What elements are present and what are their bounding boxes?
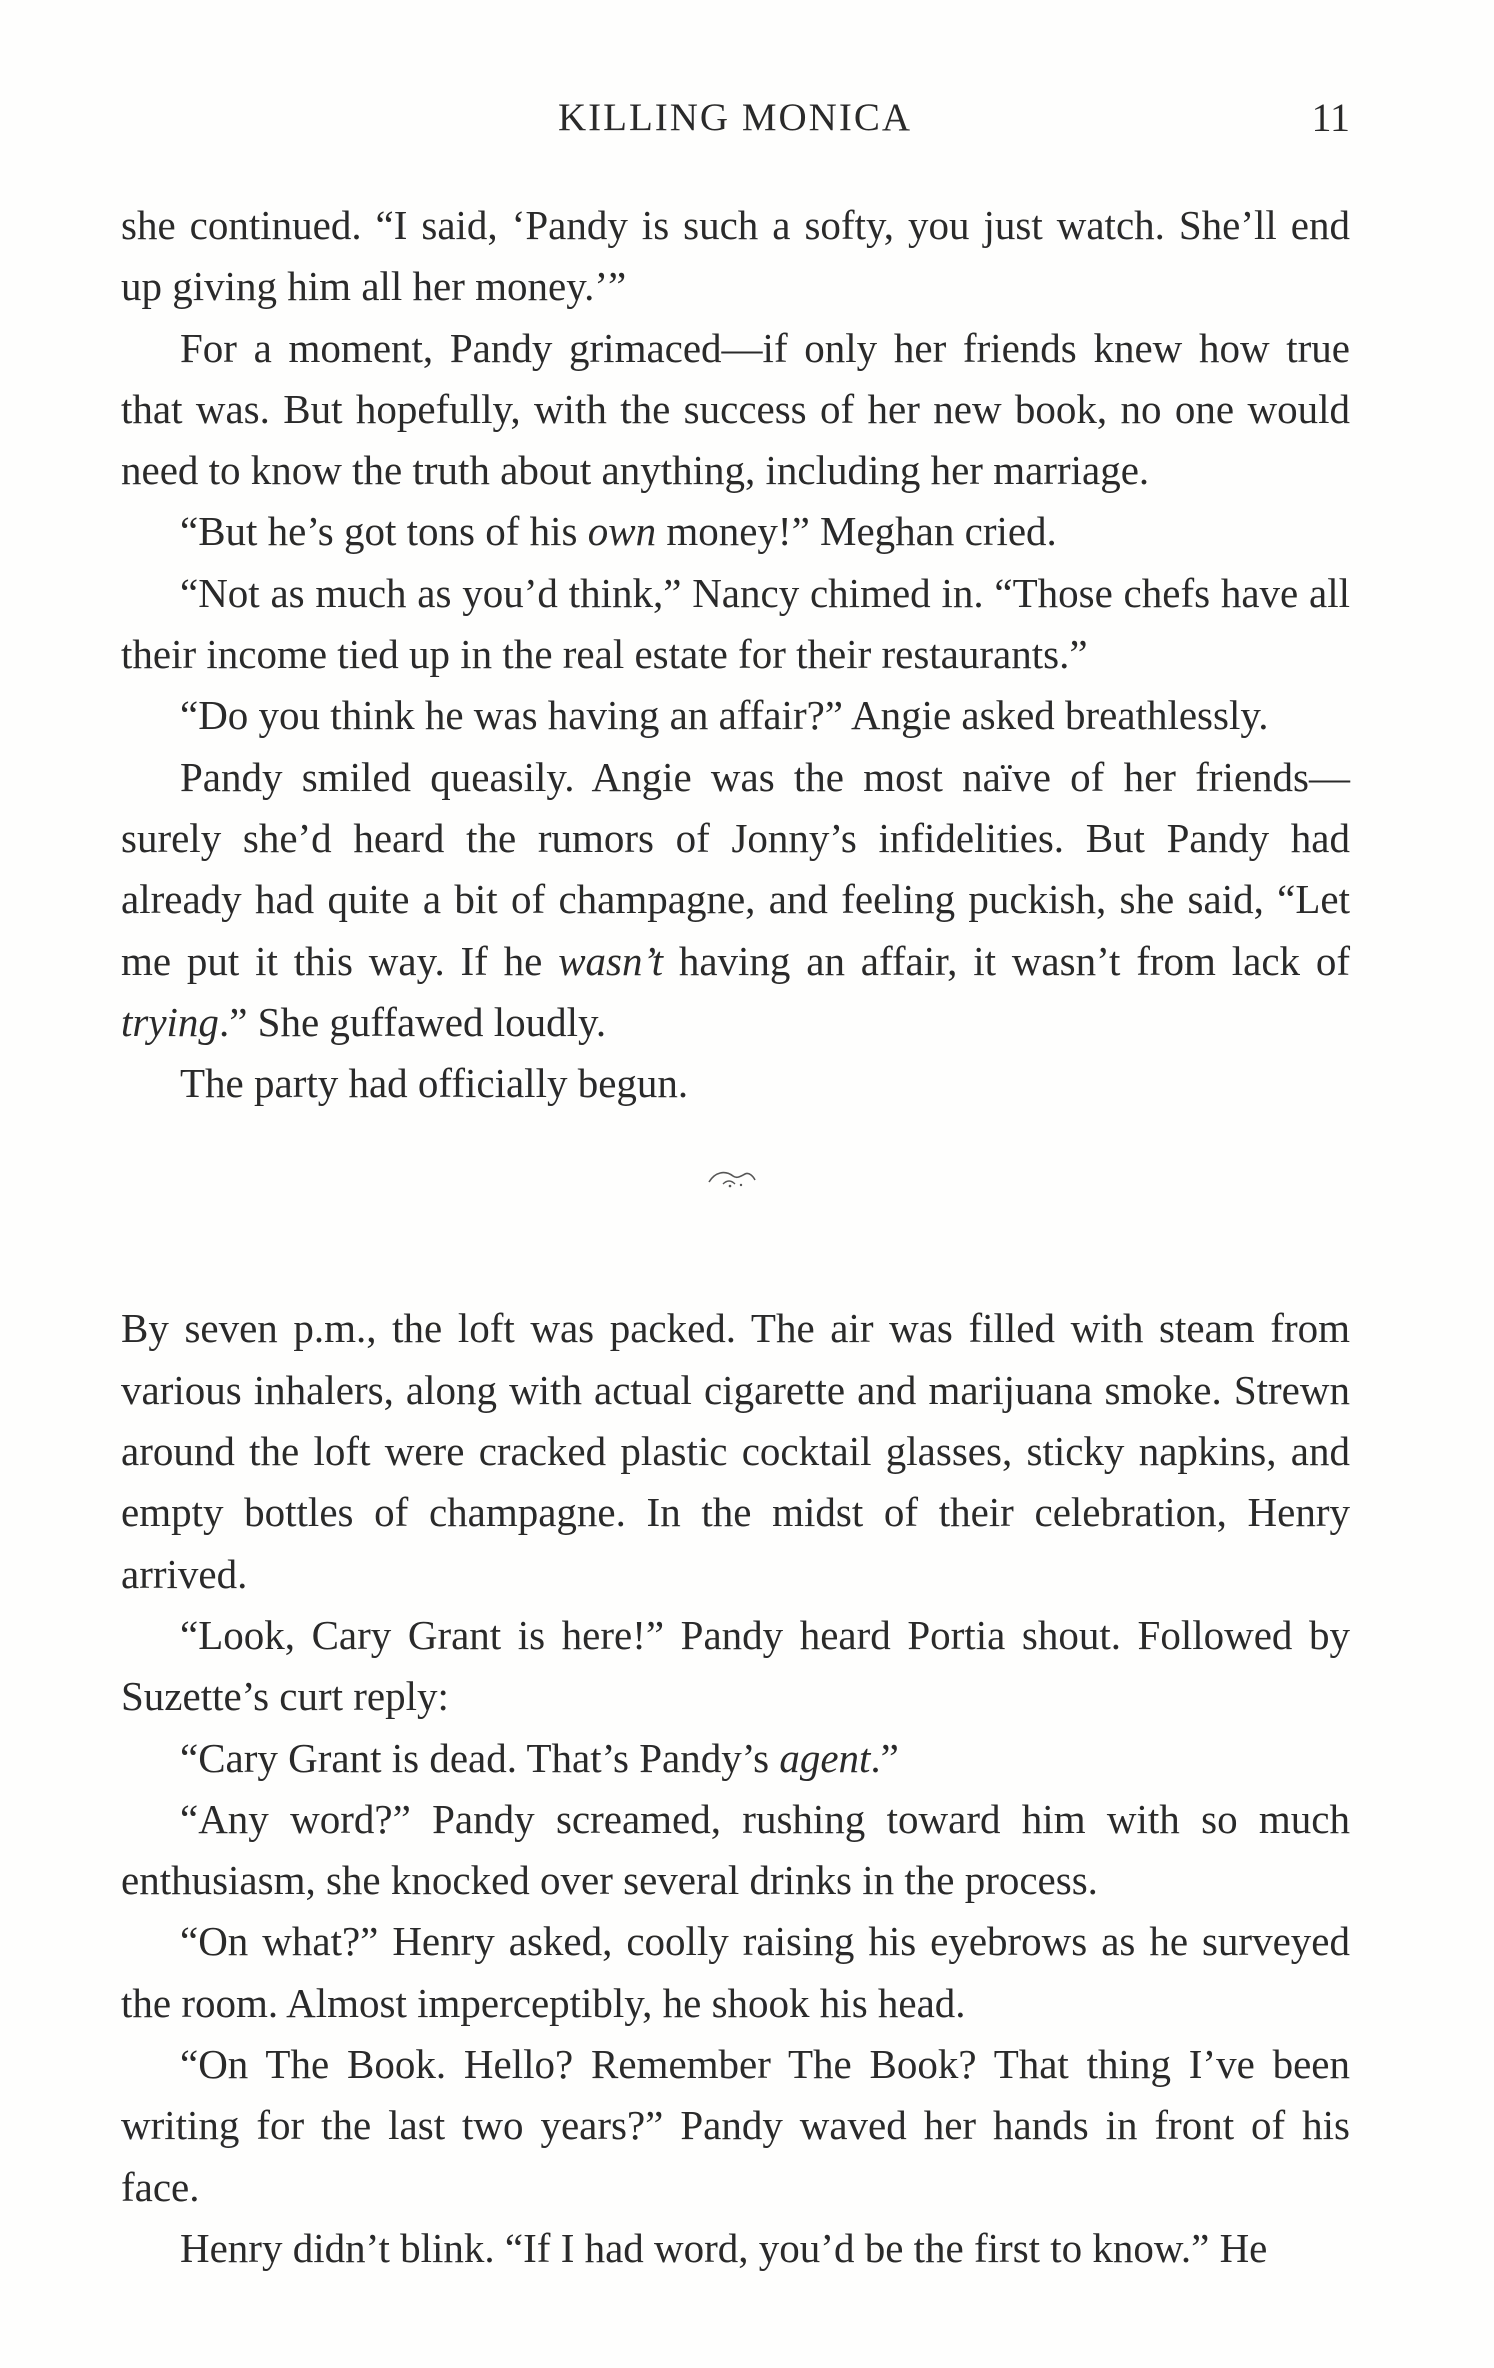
body-text	[121, 195, 1350, 2279]
page-number: 11	[1311, 95, 1350, 140]
paragraph: Pandy smiled queasily. Angie was the most naïve of her friends—surely she’d heard the rumors of Jonny’s infidelities. But Pandy had already had quite a bit of champagne, and feeling puckish, she said, “Let me put it this way. If he wasn’t having an affair, it wasn’t from lack of trying.” She guffawed loudly.	[121, 753, 1350, 1045]
paragraph: “On what?” Henry asked, coolly raising his eyebrows as he surveyed the room. Almost imperceptibly, he shook his head.	[121, 1918, 1350, 2026]
paragraph: she continued. “I said, ‘Pandy is such a softy, you just watch. She’ll end up giving him all her money.’”	[121, 202, 1350, 310]
section-break	[121, 1114, 1350, 1298]
ornament-icon	[701, 1166, 761, 1190]
paragraph: “Not as much as you’d think,” Nancy chimed in. “Those chefs have all their income tied up in the real estate for their restaurants.”	[121, 569, 1350, 678]
paragraph: For a moment, Pandy grimaced—if only her friends knew how true that was. But hopefully, with the success of her new book, no one would need to know the truth about anything, including her marriage.	[121, 324, 1350, 494]
paragraph: “Cary Grant is dead. That’s Pandy’s agent.”	[180, 1734, 899, 1781]
paragraph: “On The Book. Hello? Remember The Book? That thing I’ve been writing for the last two years?” Pandy waved her hands in front of his face.	[121, 2041, 1350, 2210]
book-title: KILLING MONICA	[557, 96, 913, 139]
running-head	[120, 88, 1350, 148]
paragraph: “But he’s got tons of his own money!” Meghan cried.	[180, 508, 1057, 555]
paragraph: By seven p.m., the loft was packed. The air was filled with steam from various inhalers, along with actual cigarette and marijuana smoke. Strewn around the loft were cracked plastic cocktail glasses, sticky napkins, and empty bottles of champagne. In the midst of their celebration, Henry arrived.	[121, 1305, 1350, 1597]
paragraph: “Look, Cary Grant is here!” Pandy heard Portia shout. Followed by Suzette’s curt reply:	[121, 1611, 1350, 1720]
paragraph: “Do you think he was having an affair?” Angie asked breathlessly.	[180, 692, 1269, 739]
paragraph: Henry didn’t blink. “If I had word, you’d be the first to know.” He	[180, 2224, 1268, 2271]
paragraph: The party had officially begun.	[180, 1060, 689, 1107]
paragraph: “Any word?” Pandy screamed, rushing toward him with so much enthusiasm, she knocked over several drinks in the process.	[121, 1795, 1350, 1904]
